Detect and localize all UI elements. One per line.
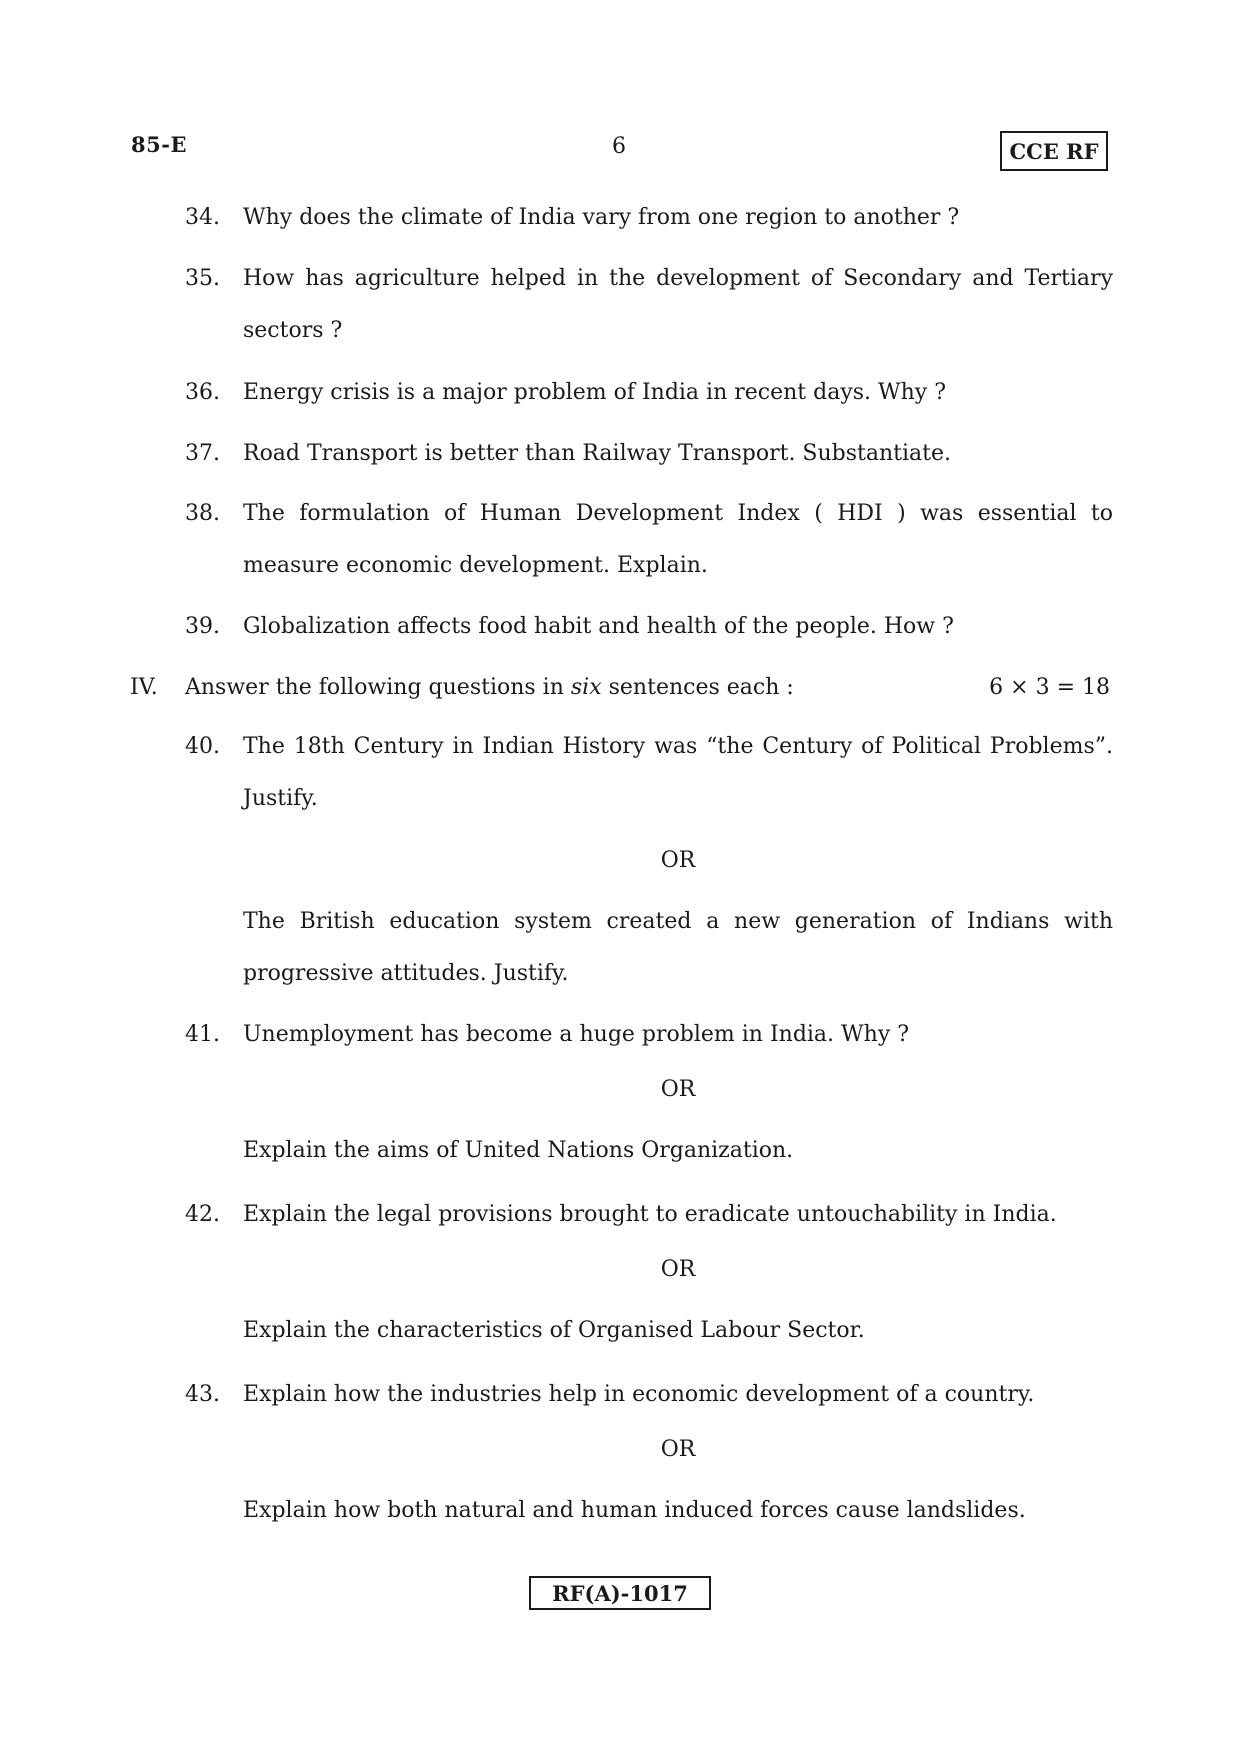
alternative-question-text: Explain the characteristics of Organised Labour Sector.	[243, 1318, 865, 1343]
footer-code-badge	[529, 1576, 711, 1610]
question-text: Unemployment has become a huge problem in India. Why ?	[243, 1022, 910, 1047]
question-number: 37.	[185, 441, 220, 466]
question-number: 42.	[185, 1202, 220, 1227]
or-label: OR	[660, 1077, 696, 1102]
instruction-text-end: sentences each :	[601, 675, 794, 700]
question-number: 41.	[185, 1022, 220, 1047]
or-separator	[243, 1077, 1113, 1102]
or-label: OR	[660, 1437, 696, 1462]
alternative-question-text: Explain the aims of United Nations Organization.	[243, 1138, 794, 1163]
question-number: 43.	[185, 1382, 220, 1407]
alternative-question-text: The British education system created a new generation of Indians with progressive attitudes. Justify.	[243, 909, 1113, 986]
instruction-emphasis: six	[570, 675, 602, 700]
question-text: How has agriculture helped in the development of Secondary and Tertiary sectors ?	[243, 266, 1113, 343]
page-number: 6	[612, 134, 626, 159]
question-text: Explain the legal provisions brought to eradicate untouchability in India.	[243, 1202, 1057, 1227]
section-roman-numeral: IV.	[130, 675, 158, 700]
or-separator	[243, 848, 1113, 873]
series-badge	[1000, 131, 1108, 171]
or-label: OR	[660, 848, 696, 873]
question-text: The 18th Century in Indian History was “the Century of Political Problems”. Justify.	[243, 734, 1113, 811]
instruction-text-start: Answer the following questions in	[185, 675, 571, 700]
question-number: 40.	[185, 734, 220, 759]
question-text: The formulation of Human Development Index ( HDI ) was essential to measure economic development. Explain.	[243, 501, 1113, 578]
question-text: Energy crisis is a major problem of India in recent days. Why ?	[243, 380, 947, 405]
footer-code: RF(A)-1017	[552, 1580, 688, 1606]
question-text: Globalization affects food habit and health of the people. How ?	[243, 614, 954, 639]
paper-code: 85-E	[131, 132, 187, 157]
question-text: Road Transport is better than Railway Transport. Substantiate.	[243, 441, 952, 466]
question-text: Why does the climate of India vary from one region to another ?	[243, 205, 960, 230]
question-number: 35.	[185, 266, 220, 291]
question-number: 36.	[185, 380, 220, 405]
or-separator	[243, 1437, 1113, 1462]
question-text: Explain how the industries help in economic development of a country.	[243, 1382, 1035, 1407]
question-number: 34.	[185, 205, 220, 230]
alternative-question-text: Explain how both natural and human induced forces cause landslides.	[243, 1498, 1026, 1523]
section-instruction	[185, 675, 794, 700]
question-number: 39.	[185, 614, 220, 639]
question-number: 38.	[185, 501, 220, 526]
section-marks: 6 × 3 = 18	[989, 675, 1110, 700]
or-label: OR	[660, 1257, 696, 1282]
series-badge-label: CCE RF	[1009, 138, 1099, 164]
or-separator	[243, 1257, 1113, 1282]
